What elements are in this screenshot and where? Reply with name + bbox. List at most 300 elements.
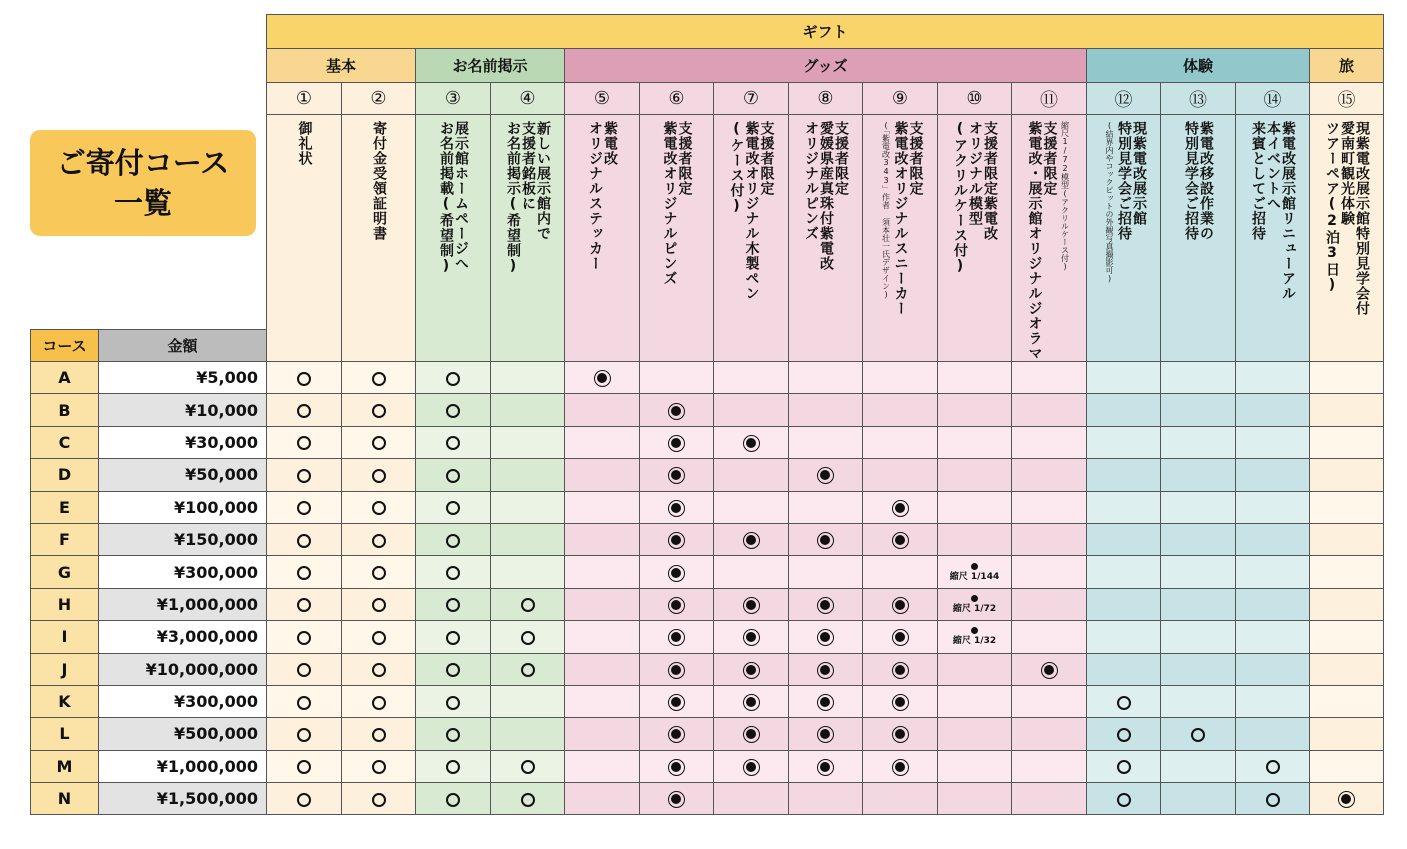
benefit-cell [491, 394, 565, 426]
included-circle-icon [446, 469, 460, 483]
included-circle-icon [521, 793, 535, 807]
benefit-cell [789, 491, 863, 523]
benefit-cell [1310, 394, 1384, 426]
benefit-cell [863, 556, 938, 588]
col-label-text: 支援者限定 紫電改・展示館オリジナルジオラマ [1026, 121, 1058, 361]
included-double-circle-icon [817, 597, 834, 614]
benefit-cell [1310, 459, 1384, 491]
benefit-cell [640, 523, 714, 555]
benefit-cell [1087, 523, 1161, 555]
col-label-15 [1310, 115, 1384, 362]
col-label-subtext: (「紫電改343」作者 須本壮一氏デザイン) [881, 121, 891, 299]
course-code: K [31, 685, 99, 717]
benefit-cell [1236, 750, 1310, 782]
benefit-cell [416, 426, 491, 458]
benefit-cell [267, 556, 342, 588]
included-circle-icon [1117, 696, 1131, 710]
col-number-8: ⑧ [789, 83, 863, 115]
table-row [31, 491, 1384, 523]
benefit-cell [640, 685, 714, 717]
benefit-cell [1012, 718, 1087, 750]
benefit-cell [491, 718, 565, 750]
included-double-circle-icon [668, 694, 685, 711]
benefit-cell [1310, 750, 1384, 782]
col-label-1 [267, 115, 342, 362]
course-amount: ¥1,000,000 [99, 588, 267, 620]
included-double-circle-icon [668, 629, 685, 646]
included-double-circle-icon [817, 759, 834, 776]
included-double-circle-icon [743, 532, 760, 549]
included-circle-icon [446, 501, 460, 515]
benefit-cell [938, 426, 1012, 458]
benefit-cell [863, 426, 938, 458]
included-circle-icon [372, 501, 386, 515]
included-double-circle-icon [743, 435, 760, 452]
benefit-cell [938, 685, 1012, 717]
included-circle-icon [297, 728, 311, 742]
benefit-cell [1236, 588, 1310, 620]
included-circle-icon [446, 728, 460, 742]
group-experience: 体験 [1087, 49, 1310, 83]
col-label-text: 紫電改展示館リニューアル 本イベントへ 来賓としてご招待 [1250, 121, 1296, 301]
benefit-cell [267, 491, 342, 523]
col-label-text: 展示館ホームページへ お名前掲載(希望制) [438, 121, 469, 275]
included-double-circle-icon [817, 694, 834, 711]
included-circle-icon [446, 534, 460, 548]
benefit-cell [640, 621, 714, 653]
included-double-circle-icon [1338, 791, 1355, 808]
benefit-cell [565, 491, 640, 523]
benefit-cell [938, 588, 1012, 620]
col-label-14 [1236, 115, 1310, 362]
benefit-cell [640, 783, 714, 815]
benefit-cell [1161, 523, 1236, 555]
included-circle-icon [372, 663, 386, 677]
included-circle-icon [446, 372, 460, 386]
benefit-cell [789, 426, 863, 458]
benefit-cell [267, 750, 342, 782]
benefit-cell [491, 621, 565, 653]
included-double-circle-icon [743, 662, 760, 679]
benefit-cell [640, 491, 714, 523]
col-label-text: 現紫電改展示館特別見学会付 愛南町観光体験 ツアーペア(2泊3日) [1324, 121, 1370, 316]
course-amount: ¥300,000 [99, 685, 267, 717]
course-code: I [31, 621, 99, 653]
col-number-5: ⑤ [565, 83, 640, 115]
included-circle-icon [521, 760, 535, 774]
benefit-cell [1161, 653, 1236, 685]
benefit-cell [1012, 750, 1087, 782]
table-row [31, 653, 1384, 685]
benefit-cell [1087, 362, 1161, 394]
benefit-cell [789, 685, 863, 717]
included-double-circle-icon [668, 467, 685, 484]
benefit-cell [863, 523, 938, 555]
benefit-cell [1012, 523, 1087, 555]
col-label-text: 新しい展示館内で 支援者銘板に お名前掲示(希望制) [505, 121, 551, 275]
benefit-cell [342, 783, 416, 815]
benefit-cell [416, 750, 491, 782]
included-double-circle-icon [892, 694, 909, 711]
benefit-cell [342, 556, 416, 588]
benefit-cell [491, 588, 565, 620]
course-amount: ¥10,000 [99, 394, 267, 426]
benefit-cell [1087, 394, 1161, 426]
benefit-cell [416, 685, 491, 717]
included-circle-icon [1191, 728, 1205, 742]
benefit-cell [491, 783, 565, 815]
benefit-cell [938, 394, 1012, 426]
included-circle-icon [1117, 760, 1131, 774]
col-label-text: 支援者限定 愛媛県産真珠付紫電改 オリジナルピンズ [803, 121, 849, 271]
scale-note: 縮尺 1/144 [949, 571, 1000, 582]
benefit-cell [863, 459, 938, 491]
included-double-circle-icon [668, 791, 685, 808]
bullet-icon [971, 595, 978, 602]
benefit-cell [714, 685, 789, 717]
benefit-cell [640, 426, 714, 458]
col-number-7: ⑦ [714, 83, 789, 115]
included-circle-icon [297, 372, 311, 386]
benefit-cell [640, 718, 714, 750]
benefit-cell [640, 362, 714, 394]
col-label-13 [1161, 115, 1236, 362]
course-amount: ¥150,000 [99, 523, 267, 555]
benefit-cell [789, 621, 863, 653]
group-name-display: お名前掲示 [416, 49, 565, 83]
benefit-cell [1087, 491, 1161, 523]
scale-note: 縮尺 1/72 [952, 603, 997, 614]
benefit-cell [267, 362, 342, 394]
course-header: コース [31, 330, 99, 362]
benefit-cell [1087, 556, 1161, 588]
col-number-2: ② [342, 83, 416, 115]
col-label-10 [938, 115, 1012, 362]
included-double-circle-icon [668, 565, 685, 582]
benefit-cell [863, 718, 938, 750]
table-row [31, 426, 1384, 458]
benefit-cell [714, 491, 789, 523]
col-label-subtext: (結界内やコックピットの外観写真撮影可) [1105, 121, 1114, 283]
benefit-cell [714, 426, 789, 458]
benefit-cell [1161, 394, 1236, 426]
benefit-cell [1236, 685, 1310, 717]
table-row [31, 394, 1384, 426]
benefit-cell [863, 491, 938, 523]
title-line-2: 一覧 [113, 186, 172, 220]
benefit-cell [342, 426, 416, 458]
benefit-cell [565, 459, 640, 491]
benefit-cell [1236, 523, 1310, 555]
course-code: J [31, 653, 99, 685]
included-circle-icon [372, 469, 386, 483]
benefit-cell [491, 556, 565, 588]
included-circle-icon [1266, 760, 1280, 774]
benefit-cell [416, 394, 491, 426]
benefit-cell [1161, 588, 1236, 620]
benefit-cell [267, 783, 342, 815]
benefit-cell [789, 459, 863, 491]
amount-header: 金額 [99, 330, 267, 362]
benefit-cell [1087, 426, 1161, 458]
benefit-cell [267, 718, 342, 750]
group-goods: グッズ [565, 49, 1087, 83]
included-circle-icon [372, 436, 386, 450]
benefit-cell [789, 783, 863, 815]
benefit-cell [565, 718, 640, 750]
course-amount: ¥500,000 [99, 718, 267, 750]
benefit-cell [565, 523, 640, 555]
benefit-cell [1012, 588, 1087, 620]
benefit-cell [640, 556, 714, 588]
col-number-4: ④ [491, 83, 565, 115]
included-double-circle-icon [743, 759, 760, 776]
included-circle-icon [446, 631, 460, 645]
included-double-circle-icon [892, 629, 909, 646]
gift-header: ギフト [267, 15, 1384, 49]
benefit-cell [416, 588, 491, 620]
benefit-cell [267, 653, 342, 685]
col-number-11: ⑪ [1012, 83, 1087, 115]
benefit-cell [789, 556, 863, 588]
benefit-cell [1310, 556, 1384, 588]
benefit-cell [267, 426, 342, 458]
benefit-cell [1310, 362, 1384, 394]
benefit-cell [714, 653, 789, 685]
included-circle-icon [372, 696, 386, 710]
benefit-cell [1236, 362, 1310, 394]
included-circle-icon [521, 663, 535, 677]
benefit-cell [714, 783, 789, 815]
table-row [31, 783, 1384, 815]
benefit-cell [1087, 588, 1161, 620]
benefit-cell [1087, 459, 1161, 491]
col-label-4 [491, 115, 565, 362]
benefit-cell [342, 523, 416, 555]
benefit-cell [565, 783, 640, 815]
included-double-circle-icon [743, 694, 760, 711]
benefit-cell [1161, 750, 1236, 782]
benefit-cell [267, 588, 342, 620]
benefit-cell [1087, 621, 1161, 653]
table-row [31, 362, 1384, 394]
benefit-cell [1310, 523, 1384, 555]
course-amount: ¥5,000 [99, 362, 267, 394]
benefit-cell [1161, 685, 1236, 717]
col-label-text: 支援者限定紫電改 オリジナル模型 (アクリルケース付) [952, 121, 998, 275]
course-code: B [31, 394, 99, 426]
benefit-cell [1012, 621, 1087, 653]
col-number-13: ⑬ [1161, 83, 1236, 115]
benefit-cell [789, 750, 863, 782]
benefit-cell [491, 653, 565, 685]
benefit-cell [1161, 718, 1236, 750]
benefit-cell [342, 750, 416, 782]
included-circle-icon [297, 469, 311, 483]
benefit-cell [714, 459, 789, 491]
course-amount: ¥30,000 [99, 426, 267, 458]
benefit-cell [267, 685, 342, 717]
benefit-cell [938, 750, 1012, 782]
col-number-14: ⑭ [1236, 83, 1310, 115]
bullet-icon [971, 627, 978, 634]
benefit-cell [863, 685, 938, 717]
bullet-icon [971, 563, 978, 570]
group-travel: 旅 [1310, 49, 1384, 83]
benefit-cell [1012, 362, 1087, 394]
scale-note: 縮尺 1/32 [952, 636, 997, 647]
course-code: F [31, 523, 99, 555]
benefit-cell [640, 394, 714, 426]
benefit-cell [789, 653, 863, 685]
benefit-cell [640, 588, 714, 620]
course-amount: ¥1,500,000 [99, 783, 267, 815]
benefit-cell [1012, 491, 1087, 523]
benefit-cell [714, 588, 789, 620]
benefit-cell [863, 362, 938, 394]
table-row [31, 750, 1384, 782]
benefit-cell [416, 621, 491, 653]
included-circle-icon [372, 728, 386, 742]
benefit-cell [1161, 491, 1236, 523]
included-circle-icon [372, 534, 386, 548]
benefit-cell [342, 394, 416, 426]
benefit-cell [789, 362, 863, 394]
included-circle-icon [297, 534, 311, 548]
col-label-text: 支援者限定 紫電改オリジナル木製ペン (ケース付) [728, 121, 775, 301]
benefit-cell [1161, 459, 1236, 491]
benefit-cell [789, 394, 863, 426]
benefit-cell [416, 556, 491, 588]
benefit-cell [1012, 459, 1087, 491]
benefit-cell [416, 362, 491, 394]
included-circle-icon [297, 436, 311, 450]
benefit-cell [565, 362, 640, 394]
benefit-cell [1161, 556, 1236, 588]
col-number-10: ⑩ [938, 83, 1012, 115]
course-amount: ¥1,000,000 [99, 750, 267, 782]
col-label-7 [714, 115, 789, 362]
course-code: D [31, 459, 99, 491]
included-circle-icon [372, 404, 386, 418]
benefit-cell [1236, 459, 1310, 491]
benefit-cell [938, 459, 1012, 491]
col-number-9: ⑨ [863, 83, 938, 115]
benefit-cell [938, 556, 1012, 588]
benefit-cell [565, 621, 640, 653]
benefit-cell [863, 653, 938, 685]
included-circle-icon [297, 696, 311, 710]
benefit-cell [863, 750, 938, 782]
col-label-text: 寄付金受領証明書 [371, 121, 387, 241]
benefit-cell [863, 783, 938, 815]
benefit-cell [491, 459, 565, 491]
benefit-cell [640, 653, 714, 685]
benefit-cell [714, 750, 789, 782]
benefit-cell [416, 491, 491, 523]
benefit-cell [565, 556, 640, 588]
title-line-1: ご寄付コース [56, 146, 230, 180]
course-amount: ¥100,000 [99, 491, 267, 523]
benefit-cell [1012, 685, 1087, 717]
benefit-cell [565, 426, 640, 458]
benefit-cell [1236, 621, 1310, 653]
benefit-cell [863, 588, 938, 620]
benefit-cell [267, 459, 342, 491]
included-circle-icon [521, 598, 535, 612]
benefit-cell [938, 491, 1012, 523]
benefit-cell [565, 394, 640, 426]
benefit-cell [1087, 718, 1161, 750]
included-double-circle-icon [892, 662, 909, 679]
included-circle-icon [446, 598, 460, 612]
included-circle-icon [446, 663, 460, 677]
course-amount: ¥300,000 [99, 556, 267, 588]
course-table [30, 14, 1384, 815]
included-double-circle-icon [817, 726, 834, 743]
benefit-cell [1087, 685, 1161, 717]
included-double-circle-icon [668, 759, 685, 776]
benefit-cell [491, 491, 565, 523]
benefit-cell [491, 426, 565, 458]
included-circle-icon [521, 631, 535, 645]
benefit-cell [565, 588, 640, 620]
included-circle-icon [446, 566, 460, 580]
col-label-5 [565, 115, 640, 362]
included-double-circle-icon [817, 532, 834, 549]
included-circle-icon [446, 696, 460, 710]
benefit-cell [1236, 718, 1310, 750]
benefit-cell [342, 362, 416, 394]
included-circle-icon [372, 566, 386, 580]
included-circle-icon [372, 760, 386, 774]
benefit-cell [714, 523, 789, 555]
table-row [31, 621, 1384, 653]
col-label-11 [1012, 115, 1087, 362]
col-label-text: 紫電改 オリジナルステッカー [587, 121, 618, 271]
benefit-cell [416, 653, 491, 685]
benefit-cell [1087, 750, 1161, 782]
benefit-cell [1236, 556, 1310, 588]
benefit-cell [714, 556, 789, 588]
benefit-cell [267, 394, 342, 426]
benefit-cell [491, 523, 565, 555]
benefit-cell [1310, 783, 1384, 815]
col-label-text: 御礼状 [296, 121, 313, 166]
col-label-text: 支援者限定 紫電改オリジナルピンズ [661, 121, 693, 286]
benefit-cell [565, 685, 640, 717]
group-kihon: 基本 [267, 49, 416, 83]
col-number-6: ⑥ [640, 83, 714, 115]
col-label-text: 紫電改移設作業の 特別見学会ご招待 [1183, 121, 1214, 241]
course-amount: ¥3,000,000 [99, 621, 267, 653]
col-label-2 [342, 115, 416, 362]
benefit-cell [1161, 621, 1236, 653]
table-row [31, 685, 1384, 717]
benefit-cell [491, 750, 565, 782]
benefit-cell [1310, 718, 1384, 750]
included-double-circle-icon [743, 726, 760, 743]
included-circle-icon [446, 760, 460, 774]
benefit-cell [938, 783, 1012, 815]
course-code: E [31, 491, 99, 523]
included-circle-icon [446, 436, 460, 450]
included-circle-icon [297, 760, 311, 774]
included-double-circle-icon [668, 726, 685, 743]
included-double-circle-icon [892, 532, 909, 549]
included-circle-icon [372, 598, 386, 612]
benefit-cell [1087, 653, 1161, 685]
